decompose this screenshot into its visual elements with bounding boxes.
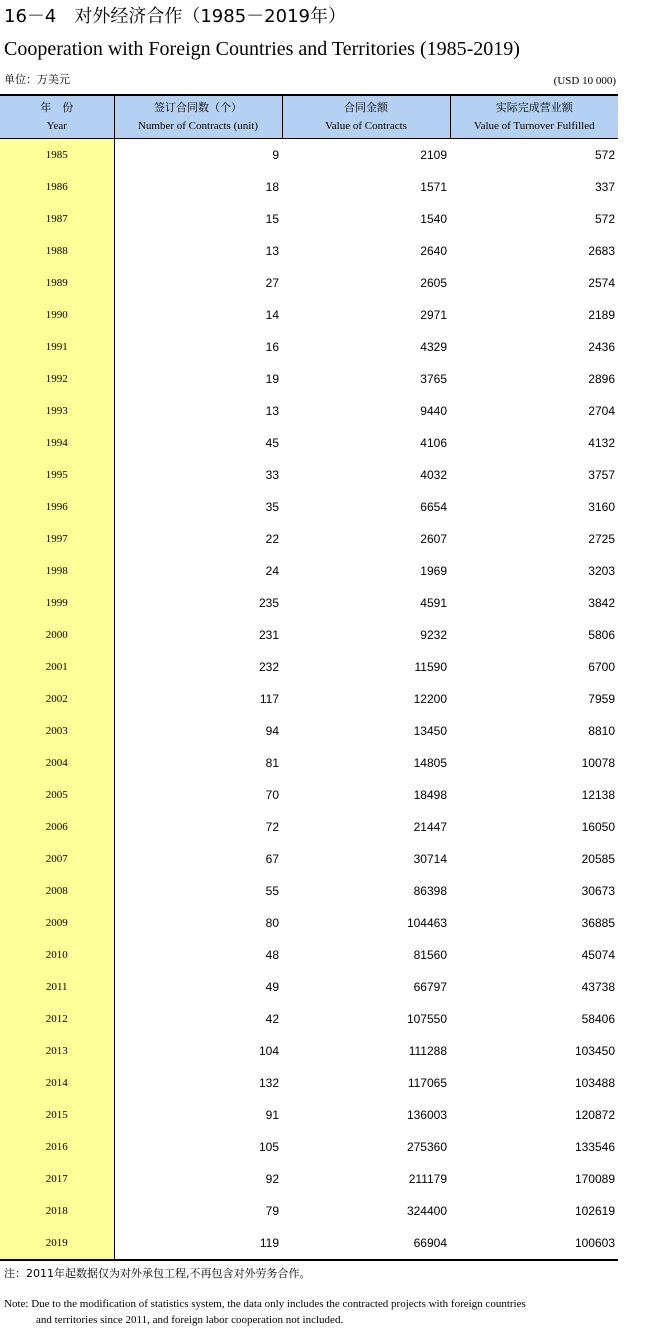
turnover-cell: 45074: [581, 948, 615, 962]
table-row: [0, 683, 618, 715]
column-header-contracts: [114, 95, 282, 139]
table-row: [0, 523, 618, 555]
contracts-cell: 45: [265, 436, 279, 450]
value-cell: 6654: [420, 500, 447, 514]
value-cell: 1540: [420, 212, 447, 226]
year-cell: 2004: [0, 747, 114, 779]
turnover-cell: 2896: [588, 372, 615, 386]
table-row: [0, 715, 618, 747]
year-cell: 2015: [0, 1099, 114, 1131]
turnover-cell: 12138: [581, 788, 615, 802]
contracts-cell: 33: [265, 468, 279, 482]
page-title-cn: 16－4 对外经济合作（1985－2019年）: [4, 6, 346, 27]
contracts-cell: 231: [258, 628, 279, 642]
table-row: [0, 459, 618, 491]
turnover-cell: 8810: [588, 724, 615, 738]
contracts-cell: 92: [265, 1172, 279, 1186]
value-cell: 13450: [413, 724, 447, 738]
year-cell: 2009: [0, 907, 114, 939]
table-row: [0, 971, 618, 1003]
column-header-year: [0, 95, 114, 139]
table-row: [0, 1003, 618, 1035]
year-cell: 2000: [0, 619, 114, 651]
contracts-cell: 80: [265, 916, 279, 930]
year-cell: 2001: [0, 651, 114, 683]
contracts-cell: 16: [265, 340, 279, 354]
value-cell: 12200: [413, 692, 447, 706]
turnover-cell: 120872: [574, 1108, 615, 1122]
table-row: [0, 1099, 618, 1131]
contracts-cell: 81: [265, 756, 279, 770]
value-cell: 30714: [413, 852, 447, 866]
table-row: [0, 1067, 618, 1099]
turnover-cell: 2704: [588, 404, 615, 418]
turnover-cell: 3160: [588, 500, 615, 514]
table-row: [0, 843, 618, 875]
table-row: [0, 1131, 618, 1163]
turnover-cell: 16050: [581, 820, 615, 834]
column-header-en: Number of Contracts (unit): [137, 120, 259, 132]
year-cell: 2011: [0, 971, 114, 1003]
column-header-turnover: [450, 95, 618, 139]
value-cell: 4591: [420, 596, 447, 610]
table-row: [0, 811, 618, 843]
page-title-en: Cooperation with Foreign Countries and Territories (1985-2019): [4, 38, 520, 60]
year-cell: 2012: [0, 1003, 114, 1035]
table-row: [0, 299, 618, 331]
column-header-en: Value of Turnover Fulfilled: [473, 120, 595, 132]
table-row: [0, 1227, 618, 1260]
turnover-cell: 7959: [588, 692, 615, 706]
table-row: [0, 203, 618, 235]
year-cell: 2017: [0, 1163, 114, 1195]
turnover-cell: 3842: [588, 596, 615, 610]
unit-label-en: (USD 10 000): [553, 75, 616, 87]
contracts-cell: 27: [265, 276, 279, 290]
contracts-cell: 35: [265, 500, 279, 514]
value-cell: 9232: [420, 628, 447, 642]
table-row: [0, 1035, 618, 1067]
value-cell: 107550: [406, 1012, 447, 1026]
turnover-cell: 36885: [581, 916, 615, 930]
table-row: [0, 651, 618, 683]
turnover-cell: 3757: [588, 468, 615, 482]
value-cell: 1969: [420, 564, 447, 578]
footnote-cn: 注：2011年起数据仅为对外承包工程,不再包含对外劳务合作。: [4, 1267, 311, 1280]
contracts-cell: 132: [258, 1076, 279, 1090]
year-cell: 1998: [0, 555, 114, 587]
turnover-cell: 4132: [588, 436, 615, 450]
value-cell: 211179: [408, 1172, 447, 1186]
year-cell: 1989: [0, 267, 114, 299]
year-cell: 2014: [0, 1067, 114, 1099]
year-cell: 2002: [0, 683, 114, 715]
value-cell: 1571: [420, 180, 447, 194]
value-cell: 18498: [413, 788, 447, 802]
year-cell: 2013: [0, 1035, 114, 1067]
value-cell: 136003: [406, 1108, 447, 1122]
table-row: [0, 139, 618, 172]
value-cell: 2605: [420, 276, 447, 290]
value-cell: 66797: [413, 980, 447, 994]
contracts-cell: 18: [265, 180, 279, 194]
value-cell: 117065: [407, 1076, 447, 1090]
table-row: [0, 171, 618, 203]
table-row: [0, 779, 618, 811]
contracts-cell: 19: [265, 372, 279, 386]
footnote-en-line1: Note: Due to the modification of statistics system, the data only includes the contracted projects with foreign countries: [4, 1298, 526, 1310]
table-header: [0, 95, 618, 139]
data-table-container: [0, 94, 618, 1261]
year-cell: 1993: [0, 395, 114, 427]
table-row: [0, 875, 618, 907]
year-cell: 2005: [0, 779, 114, 811]
turnover-cell: 337: [594, 180, 615, 194]
value-cell: 86398: [413, 884, 447, 898]
value-cell: 2109: [420, 148, 447, 162]
table-row: [0, 587, 618, 619]
contracts-cell: 49: [265, 980, 279, 994]
turnover-cell: 103450: [574, 1044, 615, 1058]
year-cell: 2008: [0, 875, 114, 907]
column-header-value: [282, 95, 450, 139]
turnover-cell: 43738: [581, 980, 615, 994]
turnover-cell: 3203: [588, 564, 615, 578]
contracts-cell: 79: [265, 1204, 279, 1218]
value-cell: 2971: [420, 308, 447, 322]
year-cell: 2016: [0, 1131, 114, 1163]
value-cell: 14805: [413, 756, 447, 770]
value-cell: 11590: [414, 660, 447, 674]
value-cell: 324400: [406, 1204, 447, 1218]
turnover-cell: 58406: [581, 1012, 615, 1026]
turnover-cell: 30673: [581, 884, 615, 898]
value-cell: 275360: [406, 1140, 447, 1154]
year-cell: 1997: [0, 523, 114, 555]
year-cell: 1995: [0, 459, 114, 491]
contracts-cell: 13: [265, 404, 279, 418]
year-cell: 2019: [0, 1227, 114, 1260]
contracts-cell: 14: [265, 308, 279, 322]
contracts-cell: 232: [258, 660, 279, 674]
year-cell: 1985: [0, 139, 114, 172]
turnover-cell: 170089: [574, 1172, 615, 1186]
contracts-cell: 67: [265, 852, 279, 866]
table-row: [0, 907, 618, 939]
table-row: [0, 427, 618, 459]
contracts-cell: 13: [265, 244, 279, 258]
table-row: [0, 747, 618, 779]
column-header-cn: 签订合同数（个）: [154, 101, 242, 114]
footnote-en-line2: and territories since 2011, and foreign labor cooperation not included.: [36, 1314, 344, 1326]
value-cell: 3765: [420, 372, 447, 386]
table-row: [0, 331, 618, 363]
contracts-cell: 94: [265, 724, 279, 738]
year-cell: 1994: [0, 427, 114, 459]
contracts-cell: 42: [265, 1012, 279, 1026]
contracts-cell: 55: [265, 884, 279, 898]
year-cell: 1999: [0, 587, 114, 619]
turnover-cell: 133546: [574, 1140, 615, 1154]
year-cell: 2010: [0, 939, 114, 971]
turnover-cell: 2725: [588, 532, 615, 546]
year-cell: 2018: [0, 1195, 114, 1227]
year-cell: 1992: [0, 363, 114, 395]
table-row: [0, 1163, 618, 1195]
turnover-cell: 2683: [588, 244, 615, 258]
year-cell: 2007: [0, 843, 114, 875]
header-row: [0, 95, 618, 139]
contracts-cell: 48: [265, 948, 279, 962]
table-row: [0, 619, 618, 651]
table-row: [0, 555, 618, 587]
contracts-cell: 9: [272, 148, 279, 162]
value-cell: 104463: [406, 916, 447, 930]
turnover-cell: 10078: [581, 756, 615, 770]
contracts-cell: 91: [265, 1108, 279, 1122]
turnover-cell: 20585: [581, 852, 615, 866]
turnover-cell: 100603: [450, 1227, 618, 1260]
column-header-cn: 合同金额: [344, 101, 388, 114]
value-cell: 2607: [420, 532, 447, 546]
contracts-cell: 105: [258, 1140, 279, 1154]
table-row: [0, 363, 618, 395]
table-row: [0, 267, 618, 299]
contracts-cell: 22: [265, 532, 279, 546]
column-header-en: Year: [46, 120, 67, 132]
value-cell: 4329: [420, 340, 447, 354]
year-cell: 1986: [0, 171, 114, 203]
table-row: [0, 395, 618, 427]
year-cell: 1988: [0, 235, 114, 267]
year-cell: 2006: [0, 811, 114, 843]
contracts-cell: 235: [258, 596, 279, 610]
turnover-cell: 572: [594, 148, 615, 162]
value-cell: 4106: [420, 436, 447, 450]
table-row: [0, 491, 618, 523]
contracts-cell: 24: [265, 564, 279, 578]
value-cell: 81560: [413, 948, 447, 962]
cooperation-table: [0, 94, 618, 1261]
turnover-cell: 102619: [574, 1204, 615, 1218]
turnover-cell: 2189: [588, 308, 615, 322]
year-cell: 1991: [0, 331, 114, 363]
table-row: [0, 235, 618, 267]
contracts-cell: 15: [265, 212, 279, 226]
turnover-cell: 6700: [588, 660, 615, 674]
table-row: [0, 939, 618, 971]
value-cell: 2640: [420, 244, 447, 258]
column-header-cn: 实际完成营业额: [495, 101, 573, 114]
turnover-cell: 2436: [588, 340, 615, 354]
year-cell: 2003: [0, 715, 114, 747]
year-cell: 1996: [0, 491, 114, 523]
value-cell: 4032: [420, 468, 447, 482]
footnote-en: [4, 1296, 644, 1328]
table-body: [0, 139, 618, 1261]
value-cell: 21447: [413, 820, 447, 834]
contracts-cell: 119: [114, 1227, 282, 1260]
turnover-cell: 2574: [588, 276, 615, 290]
table-row: [0, 1195, 618, 1227]
turnover-cell: 103488: [574, 1076, 615, 1090]
contracts-cell: 104: [258, 1044, 279, 1058]
turnover-cell: 5806: [588, 628, 615, 642]
column-header-en: Value of Contracts: [325, 120, 407, 132]
unit-label-cn: 单位：万美元: [4, 73, 70, 86]
year-cell: 1987: [0, 203, 114, 235]
contracts-cell: 70: [265, 788, 279, 802]
contracts-cell: 72: [265, 820, 279, 834]
contracts-cell: 117: [259, 692, 279, 706]
value-cell: 66904: [282, 1227, 450, 1260]
value-cell: 111288: [408, 1044, 447, 1058]
year-cell: 1990: [0, 299, 114, 331]
value-cell: 9440: [420, 404, 447, 418]
turnover-cell: 572: [594, 212, 615, 226]
column-header-cn: 年 份: [40, 101, 74, 114]
